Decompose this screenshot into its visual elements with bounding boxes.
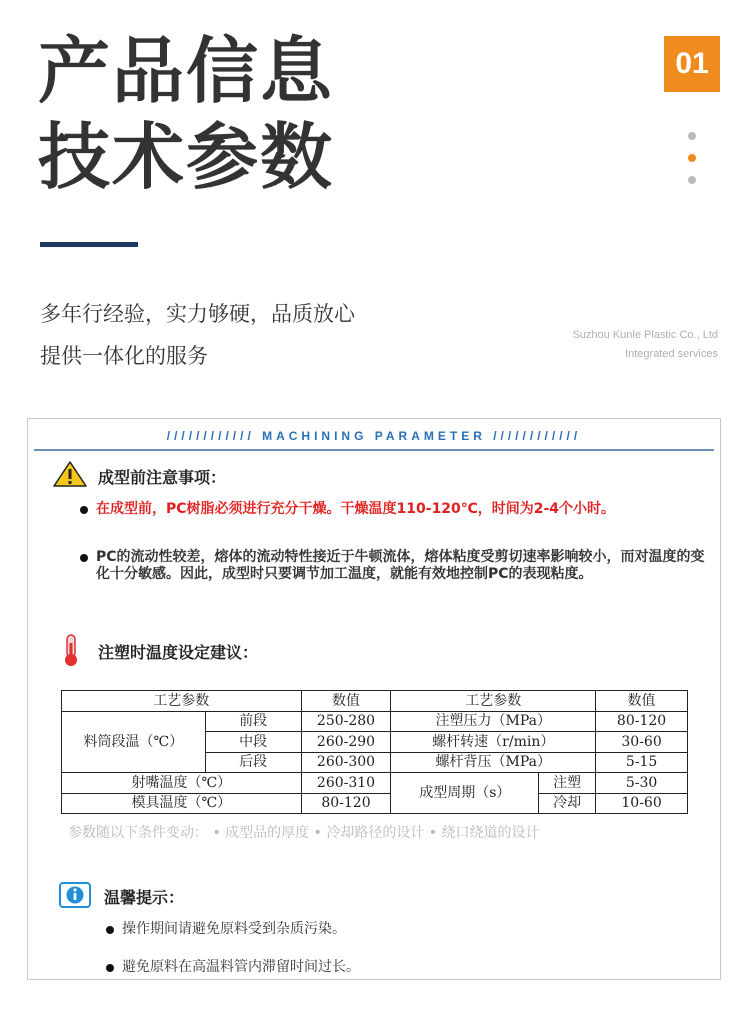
table-row (62, 711, 688, 732)
thermometer-icon (61, 633, 81, 671)
table-row (62, 793, 688, 814)
table-cell: 前段 (205, 711, 301, 732)
warning-icon (53, 461, 87, 491)
company-name-en: Suzhou Kunle Plastic Co., Ltd (572, 329, 718, 341)
slogan-line-1: 多年行经验，实力够硬，品质放心 (40, 302, 355, 326)
table-cell: 5-15 (596, 752, 688, 773)
table-cell: 5-30 (596, 773, 688, 794)
temperature-parameter-table (61, 690, 688, 814)
machining-parameter-header: //////////// MACHINING PARAMETER //////////// (166, 429, 582, 443)
table-cell: 80-120 (596, 711, 688, 732)
pager-dot-active (688, 154, 696, 162)
title-underline (40, 242, 138, 247)
section-title-before-molding: 成型前注意事项： (98, 468, 227, 487)
table-cell: 成型周期（s） (391, 773, 539, 814)
info-icon (59, 882, 91, 912)
section-title-tips: 温馨提示： (104, 888, 185, 907)
table-cell: 260-290 (301, 732, 391, 753)
table-header-cell: 数值 (596, 691, 688, 712)
company-tagline-en: Integrated services (625, 348, 718, 360)
list-item: 操作期间请避免原料受到杂质污染。 (122, 921, 732, 938)
table-cell: 260-300 (301, 752, 391, 773)
list-item: 避免原料在高温料管内滞留时间过长。 (122, 959, 732, 976)
table-header-cell: 工艺参数 (391, 691, 596, 712)
table-cell: 射嘴温度（℃） (62, 773, 302, 794)
title-line-1: 产品信息 (38, 29, 335, 113)
table-cell: 注塑压力（MPa） (391, 711, 596, 732)
table-cell: 模具温度（℃） (62, 793, 302, 814)
table-row (62, 773, 688, 794)
section-title-temperature: 注塑时温度设定建议： (98, 643, 259, 662)
pager-dot (688, 176, 696, 184)
table-cell: 注塑 (539, 773, 596, 794)
table-cell: 料筒段温（℃） (62, 711, 206, 773)
table-cell: 250-280 (301, 711, 391, 732)
table-cell: 螺杆背压（MPa） (391, 752, 596, 773)
title-line-2: 技术参数 (38, 115, 335, 199)
table-cell: 中段 (205, 732, 301, 753)
pager-dot (688, 132, 696, 140)
header-rule (34, 449, 714, 451)
table-cell: 冷却 (539, 793, 596, 814)
slogan-line-2: 提供一体化的服务 (40, 344, 208, 368)
table-header-cell: 工艺参数 (62, 691, 302, 712)
machining-parameter-panel (27, 418, 721, 980)
conditions-note: 参数随以下条件变动： • 成型品的厚度 • 冷却路径的设计 • 绕口绕道的设计 (68, 825, 540, 841)
page-title (38, 28, 334, 200)
table-header-cell: 数值 (301, 691, 391, 712)
table-cell: 260-310 (301, 773, 391, 794)
table-cell: 10-60 (596, 793, 688, 814)
table-cell: 后段 (205, 752, 301, 773)
table-cell: 30-60 (596, 732, 688, 753)
table-cell: 80-120 (301, 793, 391, 814)
list-item: 在成型前，PC树脂必须进行充分干燥。干燥温度110-120℃，时间为2-4个小时。 (96, 501, 706, 518)
section-number-badge: 01 (664, 36, 720, 92)
list-item: PC的流动性较差，熔体的流动特性接近于牛顿流体，熔体粘度受剪切速率影响较小，而对温度的变化十分敏感。因此，成型时只要调节加工温度，就能有效地控制PC的表现粘度。 (96, 549, 705, 582)
table-row (62, 691, 688, 712)
table-cell: 螺杆转速（r/min） (391, 732, 596, 753)
